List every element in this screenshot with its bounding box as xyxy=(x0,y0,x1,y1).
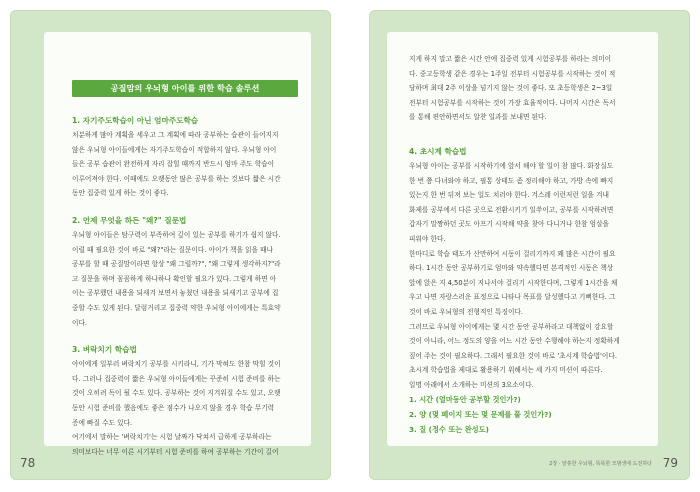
section-1-line: 동안 집중력 있게 하는 것이 좋다. xyxy=(72,189,169,198)
section-4-line: 일명 아래에서 소개하는 미션의 3요소이다. xyxy=(409,380,534,389)
section-2-line: 이는 공부했던 내용을 되새겨 보면서 놓쳤던 내용을 되새기고 공부에 집 xyxy=(72,289,279,298)
section-2-line: 이럴 때 필요한 것이 바로 "왜?"라는 질문이다. 아이가 책을 읽을 때나 xyxy=(72,245,274,254)
section-2-line: 공부를 할 때 공질맘이라면 항상 "왜 그럴까?", "왜 그렇게 생각하지?"라 xyxy=(72,260,281,269)
section-4-line: 것이 바로 우뇌형의 전형적인 특징이다. xyxy=(409,307,523,316)
section-4-line: 한마디로 학습 태도가 산만하여 시동이 걸리기까지 꽤 많은 시간이 필요 xyxy=(409,249,616,258)
right-page-body xyxy=(409,52,644,437)
section-3-heading: 3. 벼락치기 학습법 xyxy=(72,345,137,355)
section-3-line: 동안 시험 준비를 했음에도 좋은 점수가 나오지 않을 경우 학습 무기력 xyxy=(72,403,275,412)
section-2-line: 우뇌형 아이들은 탐구력이 부족하여 깊이 있는 공부를 하기가 쉽지 않다. xyxy=(72,230,281,239)
mission-item: 3. 질 (정수 또는 완성도) xyxy=(409,425,489,435)
left-content-panel xyxy=(44,32,311,456)
section-3-line: 것이 오히려 독이 될 수도 있다. 공부하는 것이 지겨워질 수도 있고, 오랫 xyxy=(72,389,281,398)
section-1-heading: 1. 자기주도학습이 아닌 엄마주도학습 xyxy=(72,116,199,125)
section-2-line: 이다. xyxy=(72,318,88,327)
continued-line: 를 통해 편안하면서도 알찬 일과를 보내면 된다. xyxy=(409,113,547,122)
right-page xyxy=(369,10,690,480)
section-3-line: 다. 그러나 집중력이 짧은 우뇌형 아이들에게는 꾸준히 시험 준비를 하는 xyxy=(72,374,281,383)
section-2-line: 중할 수도 있게 된다. 달렁거리고 집중력 약한 우뇌형 아이에게는 특효약 xyxy=(72,303,281,312)
section-4-line: 갑자기 말짱하던 곳도 아프기 시작해 약을 찾아 다니거나 한참 엄살을 xyxy=(409,220,610,229)
left-page xyxy=(10,10,331,480)
left-page-body xyxy=(72,114,297,459)
section-2-line: 고 질문을 하며 꼼꼼하게 하나하나 확인할 필요가 있다. 그렇게 하면 아 xyxy=(72,274,277,283)
section-4-line: 한 번 쯤 다녀와야 하고, 필통 상태도 좀 정리해야 하고, 가방 속에 빠지 xyxy=(409,176,614,185)
section-4-line: 것이 아니라, 어느 정도의 양을 어느 시간 동안 수행해야 하는지 정확하게 xyxy=(409,337,620,346)
section-4-heading: 4. 초시계 학습법 xyxy=(409,146,467,156)
section-1-line: 않은 우뇌형 아이들에게는 자기주도학습이 적합하지 않다. 우뇌형 아이 xyxy=(72,145,277,154)
continued-line: 다. 중고등학생 같은 경우는 1주일 전부터 시험공부를 시작하는 것이 적 xyxy=(409,69,616,78)
section-4-line: 그러므로 우뇌형 아이에게는 몇 시간 동안 공부하라고 대책없이 강요할 xyxy=(409,322,614,331)
section-4-line: 하다. 1시간 동안 공부하기로 엄마와 약속했다면 본격적인 시동은 책상 xyxy=(409,264,614,273)
section-4-line: 화제를 공부에서 다른 곳으로 전환시키기 일쑤이고, 공부를 시작하려면 xyxy=(409,205,614,214)
section-1-line: 이루어져야 한다. 이때에도 오랫동안 많은 공부를 하는 것보다 짧은 시간 xyxy=(72,174,281,183)
section-2-heading: 2. 언제 무엇을 하든 "왜?" 질문법 xyxy=(72,215,187,225)
section-4-line: 앞에 앉은 지 4,50분이 지나서야 걸리기 시작한다며, 그렇게 1시간을 채 xyxy=(409,278,618,287)
section-3-line: 증에 빠질 수도 있다. xyxy=(72,418,133,427)
section-4-line: 있는지 한 번 뒤져 보는 일도 치러야 한다. 겨스레 이런저런 일을 겨내 xyxy=(409,191,609,200)
section-4-line: 우뇌형 아이는 공부를 시작하기에 앞서 해야 할 일이 참 많다. 화장실도 xyxy=(409,161,614,170)
mission-item: 1. 시간 (얼마동안 공부할 것인가?) xyxy=(409,395,521,405)
continued-line: 당하며 최대 2주 이상을 넘기지 않는 것이 좋다. 또 초등학생은 2~3일 xyxy=(409,84,613,93)
running-footer: 2장 · 알쏭한 우뇌형, 똑똑한 모범생에 도전하다 xyxy=(549,461,652,467)
continued-line: 전부터 시험공부를 시작하는 것이 가장 효율적이다. 나머지 시간은 독서 xyxy=(409,98,616,107)
mission-item: 2. 양 (몇 페이지 또는 몇 문제를 풀 것인가?) xyxy=(409,410,552,420)
page-number: 79 xyxy=(662,456,678,470)
section-3-line: 의미보다는 너무 이른 시기부터 시험 준비를 하여 공부하는 기간이 길어 xyxy=(72,447,279,456)
section-1-line: 처분하게 많아 계획을 세우고 그 계획에 따라 공부하는 습관이 들어지지 xyxy=(72,131,279,139)
page-number: 78 xyxy=(20,456,36,470)
section-3-line: 아이에게 일부러 벼락치기 공부를 시키라니, 기가 막혀도 한참 막힐 것이 xyxy=(72,360,281,369)
solution-banner: 공질맘의 우뇌형 아이를 위한 학습 솔루션 xyxy=(72,80,298,97)
section-4-line: 피워야 한다. xyxy=(409,234,446,243)
section-3-line: 여기에서 말하는 '벼락치기'는 시험 날짜가 닥쳐서 급하게 공부하라는 xyxy=(72,433,272,442)
section-4-line: 초시계 학습법을 제대로 활용하기 위해서는 세 가지 미션이 따른다. xyxy=(409,366,603,375)
continued-line: 지게 하지 말고 짧은 시간 안에 집중력 있게 시험공부를 하라는 의미이 xyxy=(409,55,612,63)
section-1-line: 들은 공부 습관이 완전하게 자리 잡힐 때까지 반드시 엄마 주도 학습이 xyxy=(72,160,275,169)
section-4-line: 우고 나면 자랑스러운 표정으로 나타나 목표를 달성했다고 기뻐한다. 그 xyxy=(409,293,616,302)
section-4-line: 짚어 주는 것이 필요하다. 그래서 필요한 것이 바로 '초시계 학습법'이다. xyxy=(409,351,617,360)
right-content-panel xyxy=(387,32,658,446)
